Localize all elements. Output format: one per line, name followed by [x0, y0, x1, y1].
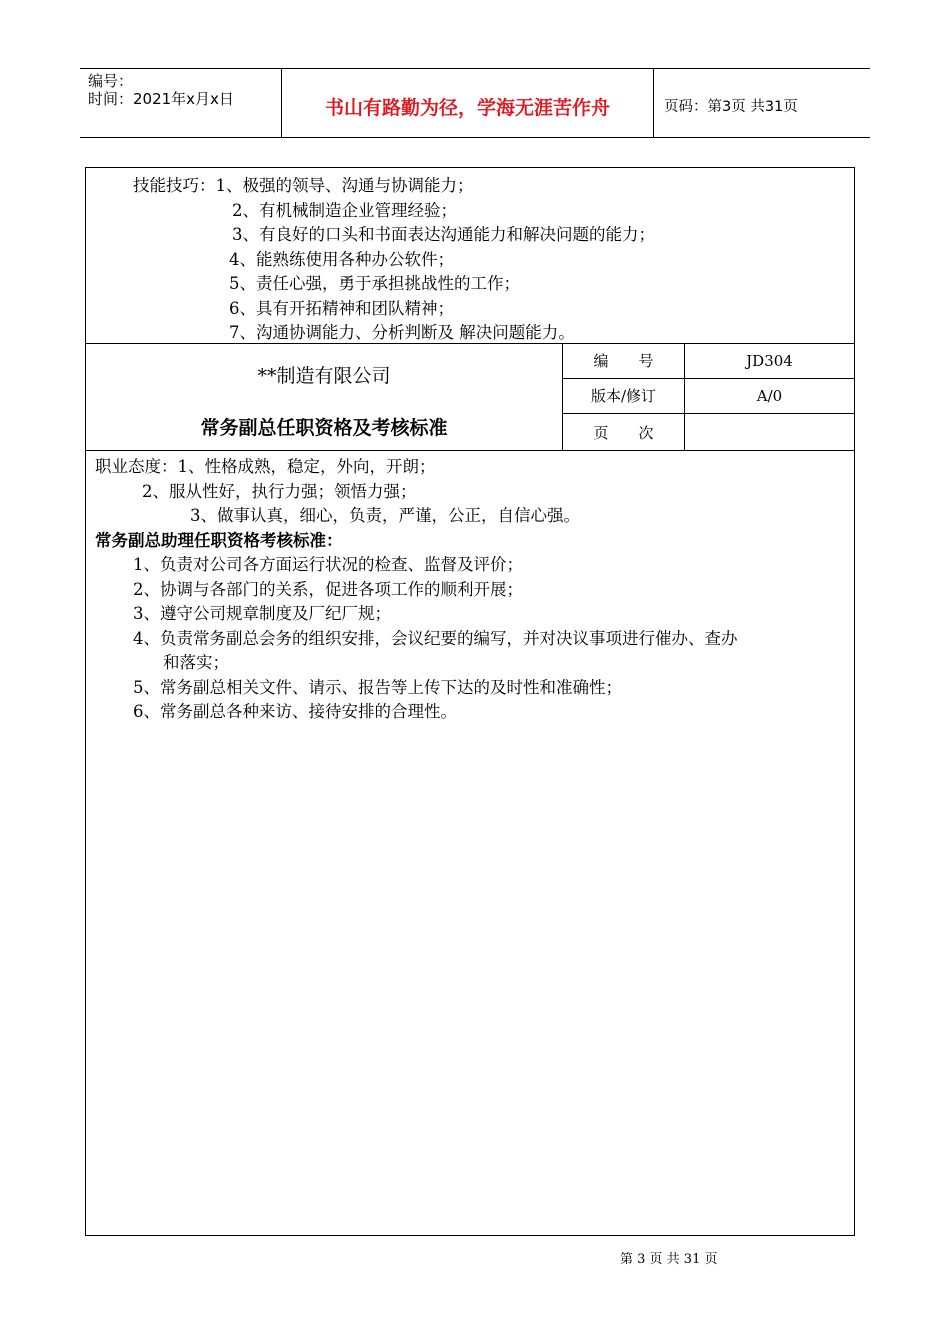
assessment-item: 5、常务副总相关文件、请示、报告等上传下达的及时性和准确性；	[133, 678, 622, 697]
assessment-item: 3、遵守公司规章制度及厂纪厂规；	[133, 604, 391, 623]
header-page-info: 页码：第3页 共31页	[664, 98, 798, 115]
attitude-label-line: 职业态度：1、性格成熟，稳定，外向，开朗；	[95, 457, 436, 476]
page-header	[80, 68, 870, 138]
skills-item: 2、有机械制造企业管理经验；	[232, 201, 457, 220]
skills-item: 3、有良好的口头和书面表达沟通能力和解决问题的能力；	[232, 225, 655, 244]
skills-item: 4、能熟练使用各种办公软件；	[229, 250, 454, 269]
header-motto: 书山有路勤为径，学海无涯苦作舟	[282, 69, 654, 137]
time-label: 时间：2021年x月x日	[88, 90, 234, 108]
number-label: 编号：	[88, 72, 134, 90]
page-footer: 第 3 页 共 31 页	[620, 1252, 718, 1267]
meta-value: JD304	[746, 351, 793, 370]
meta-key: 页 次	[563, 414, 685, 450]
assessment-item: 4、负责常务副总会务的组织安排，会议纪要的编写，并对决议事项进行催办、查办	[133, 629, 738, 648]
meta-row-number	[563, 343, 854, 379]
assessment-item: 6、常务副总各种来访、接待安排的合理性。	[133, 702, 457, 721]
skills-section	[86, 168, 854, 344]
meta-value: A/0	[756, 386, 783, 405]
meta-value	[685, 414, 854, 450]
skills-item: 7、沟通协调能力、分析判断及 解决问题能力。	[229, 323, 575, 342]
meta-key: 编 号	[563, 343, 685, 378]
document-title: 常务副总任职资格及考核标准	[200, 417, 448, 439]
assessment-item: 1、负责对公司各方面运行状况的检查、监督及评价；	[133, 555, 523, 574]
attitude-line: 2、服从性好，执行力强；领悟力强；	[142, 482, 417, 501]
meta-row-version	[563, 378, 854, 414]
assessment-item-continued: 和落实；	[163, 653, 229, 672]
header-meta	[80, 69, 282, 137]
attitude-line: 3、做事认真，细心，负责，严谨，公正，自信心强。	[190, 506, 580, 525]
assessment-item: 2、协调与各部门的关系，促进各项工作的顺利开展；	[133, 580, 523, 599]
document-meta-table	[563, 343, 854, 450]
title-left-cell	[86, 343, 563, 450]
skills-item: 5、责任心强，勇于承担挑战性的工作；	[229, 274, 520, 293]
document-frame	[85, 167, 855, 1236]
title-block	[86, 343, 854, 451]
company-name: **制造有限公司	[257, 365, 391, 387]
skills-item: 6、具有开拓精神和团队精神；	[229, 299, 454, 318]
meta-row-page	[563, 414, 854, 450]
assessment-heading: 常务副总助理任职资格考核标准：	[95, 531, 343, 550]
meta-key: 版本/修订	[563, 378, 685, 413]
skills-label-line: 技能技巧：1、极强的领导、沟通与协调能力；	[133, 176, 474, 195]
